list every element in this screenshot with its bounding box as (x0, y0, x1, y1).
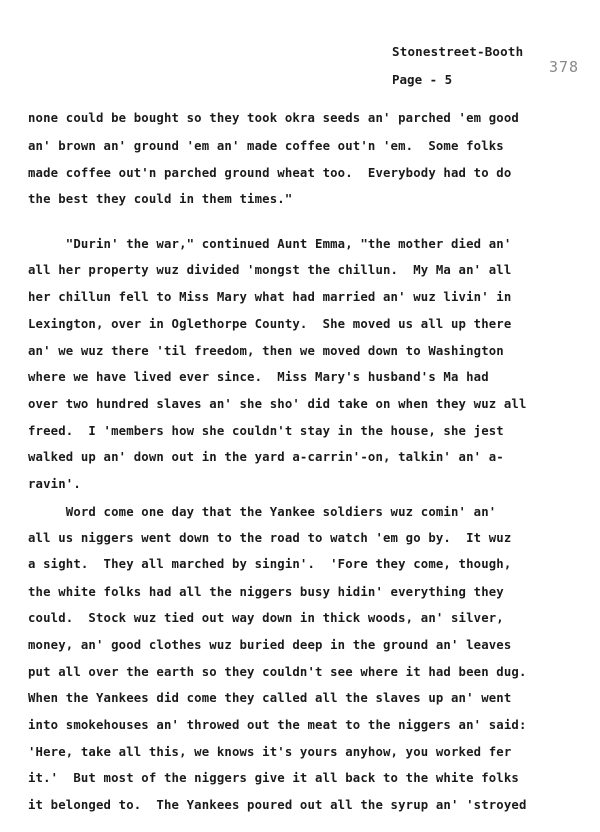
text-line: put all over the earth so they couldn't see where it had been dug. (28, 665, 527, 679)
text-line: an' brown an' ground 'em an' made coffee out'n 'em. Some folks (28, 139, 504, 153)
text-line: the white folks had all the niggers busy hidin' everything they (28, 585, 504, 599)
text-line: could. Stock wuz tied out way down in thick woods, an' silver, (28, 611, 504, 625)
text-line: walked up an' down out in the yard a-carrin'-on, talkin' an' a- (28, 450, 504, 464)
text-line: all her property wuz divided 'mongst the chillun. My Ma an' all (28, 263, 512, 277)
text-line: where we have lived ever since. Miss Mary's husband's Ma had (28, 370, 489, 384)
text-line: freed. I 'members how she couldn't stay in the house, she jest (28, 424, 504, 438)
text-line: Word come one day that the Yankee soldiers wuz comin' an' (28, 505, 497, 519)
text-line: When the Yankees did come they called all the slaves up an' went (28, 691, 512, 705)
text-line: ravin'. (28, 477, 81, 491)
text-line: made coffee out'n parched ground wheat too. Everybody had to do (28, 166, 512, 180)
text-line: an' we wuz there 'til freedom, then we moved down to Washington (28, 344, 504, 358)
text-line: over two hundred slaves an' she sho' did take on when they wuz all (28, 397, 527, 411)
text-line: "Durin' the war," continued Aunt Emma, "the mother died an' (28, 237, 512, 251)
text-line: it belonged to. The Yankees poured out all the syrup an' 'stroyed (28, 798, 527, 812)
header-interviewer-names: Stonestreet-Booth (392, 44, 524, 59)
text-line: it.' But most of the niggers give it all back to the white folks (28, 771, 519, 785)
text-line: none could be bought so they took okra seeds an' parched 'em good (28, 111, 519, 125)
text-line: all us niggers went down to the road to watch 'em go by. It wuz (28, 531, 512, 545)
text-line: her chillun fell to Miss Mary what had married an' wuz livin' in (28, 290, 512, 304)
text-line: the best they could in them times." (28, 192, 293, 206)
archive-stamp-number: 378 (549, 58, 580, 76)
text-line: 'Here, take all this, we knows it's yours anyhow, you worked fer (28, 745, 512, 759)
text-line: money, an' good clothes wuz buried deep in the ground an' leaves (28, 638, 512, 652)
text-line: into smokehouses an' throwed out the meat to the niggers an' said: (28, 718, 527, 732)
text-line: Lexington, over in Oglethorpe County. She moved us all up there (28, 317, 512, 331)
text-line: a sight. They all marched by singin'. 'Fore they come, though, (28, 557, 512, 571)
header-page-number: Page - 5 (392, 72, 453, 87)
